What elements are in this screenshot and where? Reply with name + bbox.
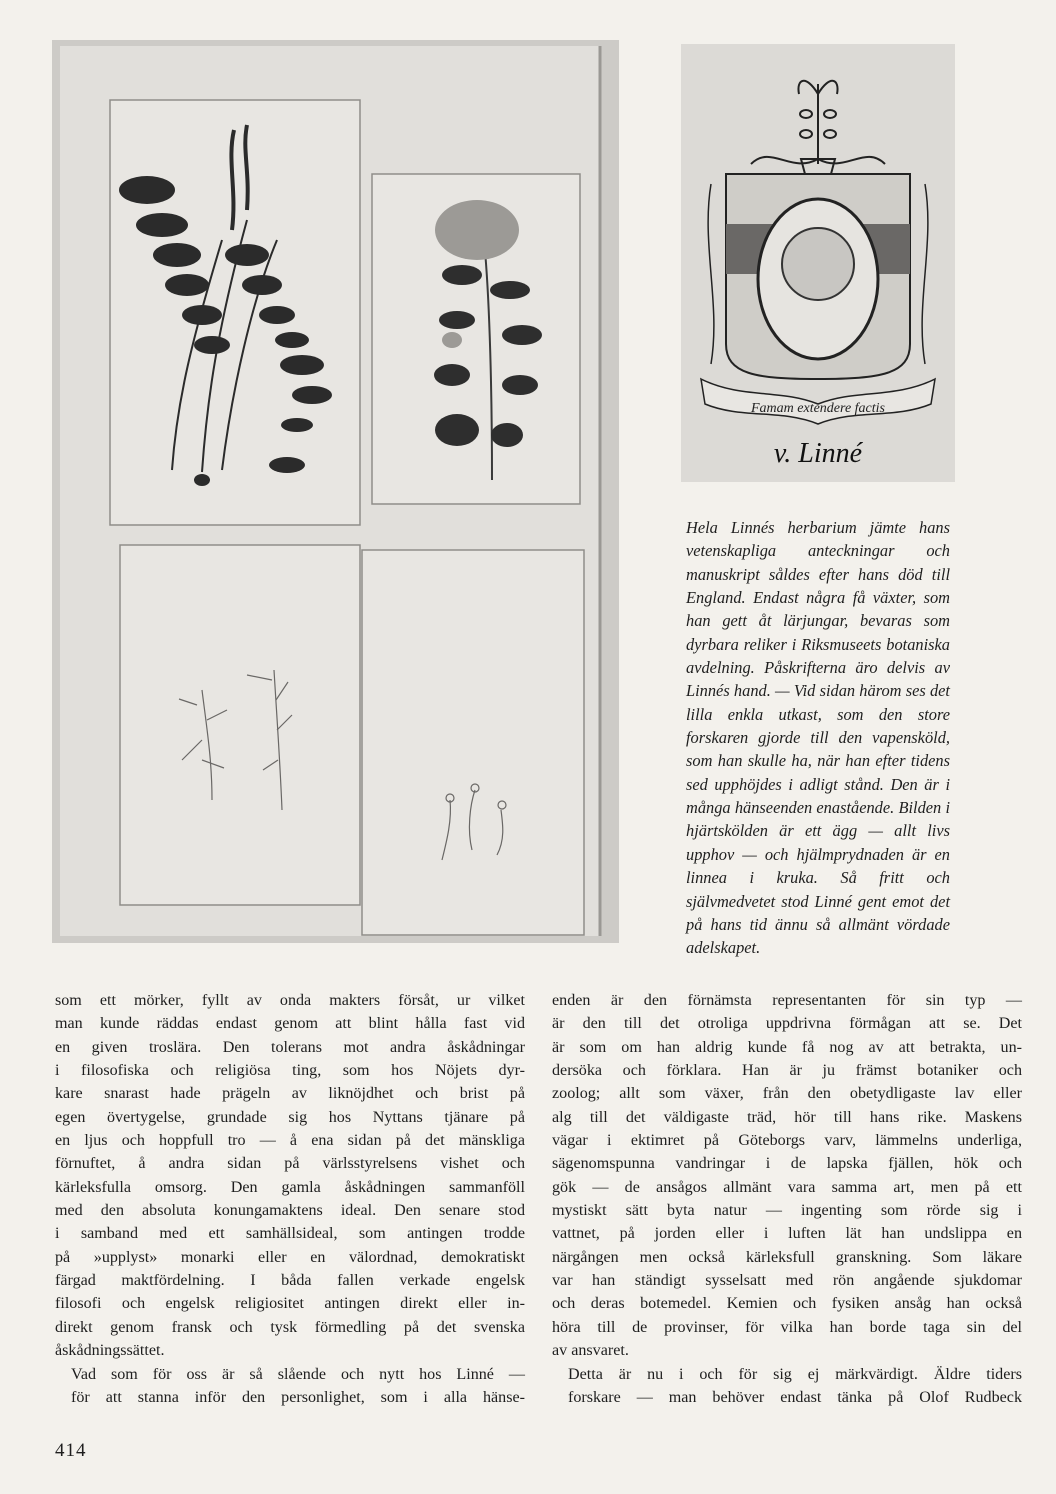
shield bbox=[726, 174, 910, 379]
text-line: zoolog; allt som växer, från den obetydligaste lav eller bbox=[552, 1085, 1022, 1103]
text-line: man kunde räddas endast genom att blint hålla fast vid bbox=[55, 1015, 525, 1033]
text-line: Detta är nu i och för sig ej märkvärdigt. Äldre tiders bbox=[568, 1365, 1022, 1383]
text-line: filosofi och engelsk religiositet antingen direkt eller in- bbox=[55, 1295, 525, 1313]
text-line: kare snarast hade prägeln av liknöjdhet och brist på bbox=[55, 1085, 525, 1103]
text-line: kärleksfulla omsorg. Den gamla åskådningen sammanföll bbox=[55, 1178, 525, 1196]
text-line: alg till det väldigaste träd, hör till hans rike. Maskens bbox=[552, 1108, 1022, 1126]
text-line: på »upplyst» monarki eller en välordnad, demokratiskt bbox=[55, 1248, 525, 1266]
text-line: och deras botemedel. Kemien och fysiken ansåg han också bbox=[552, 1295, 1022, 1313]
paragraph bbox=[55, 1363, 525, 1410]
text-line: närgången men också kärleksfull granskning. Som läkare bbox=[552, 1248, 1022, 1266]
text-line: med den absoluta konungamaktens ideal. Den senare stod bbox=[55, 1202, 525, 1220]
text-line: vägar i ektimret på Göteborgs varv, lämmelns underliga, bbox=[552, 1132, 1022, 1150]
linne-signature: v. Linné bbox=[773, 438, 863, 469]
text-line: en ljus och hoppfull tro — å ena sidan på det mänskliga bbox=[55, 1132, 525, 1150]
text-line: i samband med ett samhällsideal, som antingen trodde bbox=[55, 1225, 525, 1243]
paragraph bbox=[552, 989, 1022, 1363]
text-line: för att stanna inför den personlighet, som i alla hänse- bbox=[71, 1388, 525, 1406]
body-column-left bbox=[55, 989, 525, 1409]
text-line: i filosofiska och religiösa ting, som hos Nöjets dyr- bbox=[55, 1062, 525, 1080]
text-line: vattnet, på jorden eller i luften lät han undslippa en bbox=[552, 1225, 1022, 1243]
coat-of-arms-sketch bbox=[681, 44, 955, 482]
body-column-right bbox=[552, 989, 1022, 1409]
text-line: var han ständigt sysselsatt med rön angående sjukdomar bbox=[552, 1272, 1022, 1290]
text-line: av ansvaret. bbox=[552, 1342, 629, 1360]
text-line: är som om han aldrig kunde få nog av att betrakta, un- bbox=[552, 1038, 1022, 1056]
text-line: dersöka och förklara. Han är ju främst botaniker och bbox=[552, 1062, 1022, 1080]
herbarium-photograph bbox=[52, 40, 619, 943]
text-line: direkt genom fransk och tysk förmedling på det svenska bbox=[55, 1318, 525, 1336]
paragraph bbox=[552, 1363, 1022, 1410]
motto-text: Famam extendere factis bbox=[751, 401, 885, 416]
text-line: mystiskt sätt byta natur — ingenting som rörde sig i bbox=[552, 1202, 1022, 1220]
herbarium-illustration bbox=[52, 40, 619, 943]
herbarium-sheet bbox=[120, 545, 360, 905]
herbarium-sheet bbox=[110, 100, 360, 525]
coat-of-arms-illustration bbox=[681, 44, 955, 482]
text-line: forskare — man behöver endast tänka på Olof Rudbeck bbox=[568, 1388, 1022, 1406]
figure-caption bbox=[686, 516, 950, 960]
text-line: Vad som för oss är så slående och nytt hos Linné — bbox=[71, 1365, 525, 1383]
text-line: är den till det otroliga uppdrivna förmågan att se. Det bbox=[552, 1015, 1022, 1033]
text-line: höra till de provinser, för vilka han borde taga sin del bbox=[552, 1318, 1022, 1336]
page-number: 414 bbox=[55, 1440, 87, 1461]
text-line: en given troslära. Den tolerans mot andra åskådningar bbox=[55, 1038, 525, 1056]
paragraph bbox=[55, 989, 525, 1363]
egg-emblem bbox=[782, 228, 854, 300]
text-line: förnuftet, å andra sidan på värlsstyrelsens vishet och bbox=[55, 1155, 525, 1173]
text-line: gök — de ansågos allmänt vara samma art, men på ett bbox=[552, 1178, 1022, 1196]
caption-text: Hela Linnés herbarium jämte hans vetenskapliga anteckningar och manuskript såldes efter hans död till England. Endast några få växter, som han gett åt lärjungar, bevaras som dyrbara reliker i Riksmuseets botaniska avdelning. Påskrifterna äro delvis av Linnés hand. — Vid sidan härom ses det lilla enkla utkast, som den store forskaren gjorde till den vapensköld, som han skulle ha, när han efter tidens sed upphöjdes i adligt stånd. Den är i många hänseenden enastående. Bilden i hjärtskölden är ett ägg — allt livs upphov — och hjälmprydnaden är en linnea i kruka. Så fritt och självmedvetet stod Linné gent emot det på hans tid ännu så allmänt vördade adelskapet. bbox=[686, 518, 950, 958]
text-line: egen övertygelse, grundade sig hos Nyttans tjänare på bbox=[55, 1108, 525, 1126]
text-line: sägenomspunna vandringar i de lapska fjällen, hök och bbox=[552, 1155, 1022, 1173]
text-line: åskådningssättet. bbox=[55, 1342, 165, 1360]
text-line: som ett mörker, fyllt av onda makters försåt, ur vilket bbox=[55, 992, 525, 1009]
herbarium-sheet bbox=[362, 550, 584, 935]
text-line: färgad maktfördelning. I båda fallen verkade engelsk bbox=[55, 1272, 525, 1290]
text-line: enden är den förnämsta representanten för sin typ — bbox=[552, 992, 1022, 1009]
